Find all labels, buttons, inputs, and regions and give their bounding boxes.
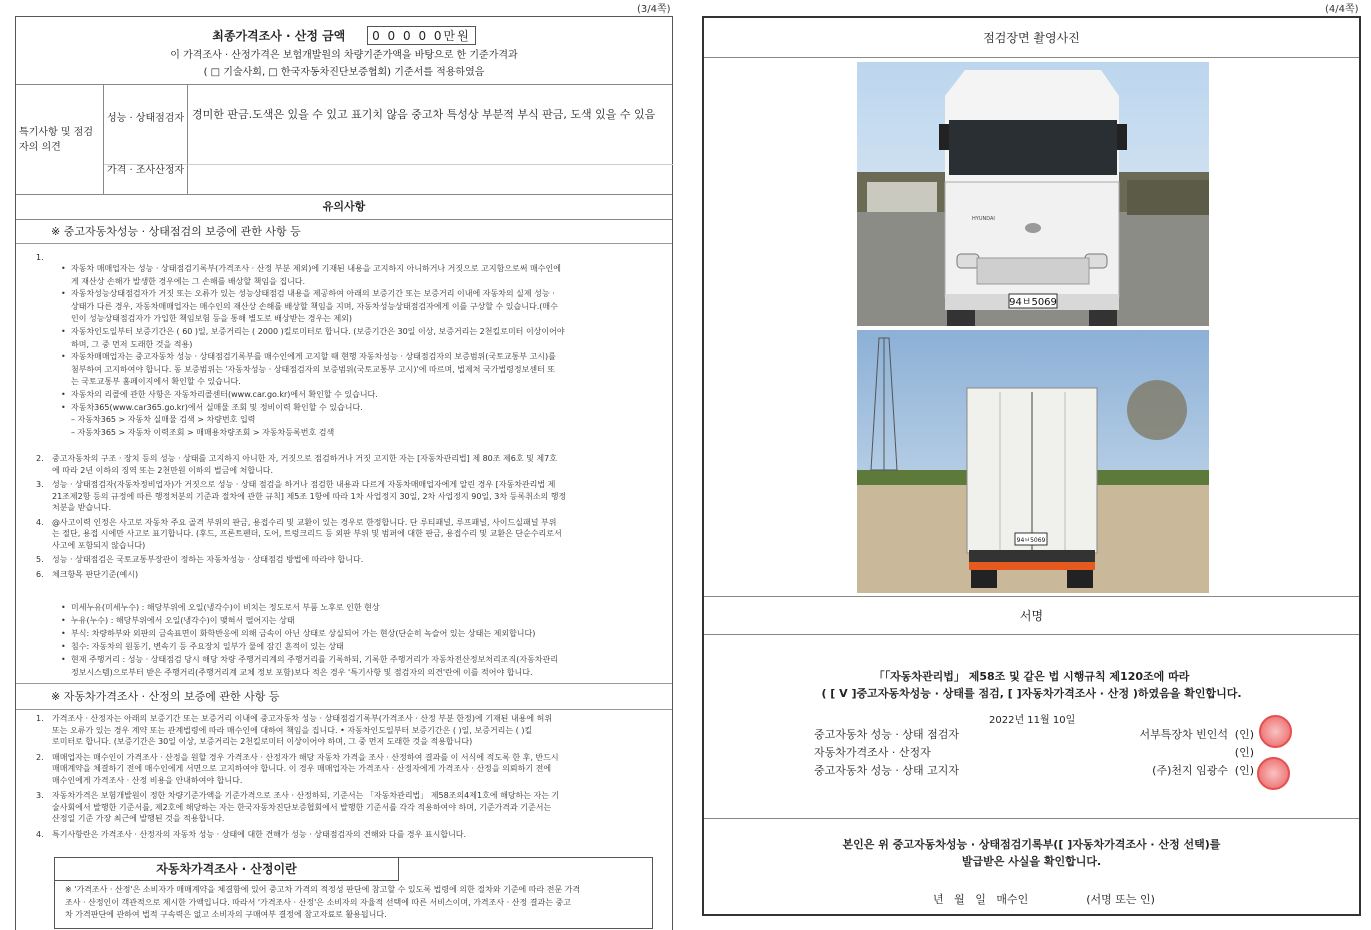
law-line2: ( [ V ]중고자동차성능 · 상태를 점검, [ ]자동차가격조사 · 산정 )하였음을 확인합니다.	[821, 687, 1242, 700]
item-line: @사고이력 인정은 사고로 자동차 주요 골격 부위의 판금, 용접수리 및 교환이 있는 경우로 한정합니다. 단 루티패널, 루프패널, 사이드실패널 부위	[52, 517, 557, 527]
opinion-sub2-text	[188, 165, 673, 195]
bullet-text: 자동차의 리콜에 관한 사항은 자동차리콜센터(www.car.go.kr)에서 확인할 수 있습니다.	[71, 389, 378, 399]
sign-mark: (인)	[1234, 746, 1254, 759]
sign-row	[814, 744, 1294, 762]
bullet-dot: •	[61, 264, 66, 273]
bullet-text: 하며, 그 중 먼저 도래한 것을 적용)	[71, 339, 193, 349]
criteria-text: 침수: 자동차의 원동기, 변속기 등 주요장치 일부가 물에 잠긴 흔적이 있는 상태	[71, 642, 344, 651]
seal-stamp-2	[1257, 757, 1290, 790]
bullet-dot: •	[61, 352, 66, 362]
notice-section2-title: ※ 자동차가격조사 · 산정의 보증에 관한 사항 등	[51, 690, 280, 703]
bullet-text: 자동차 매매업자는 성능 · 상태점검기록부(가격조사 · 산정 부분 제외)에 기재된 내용을 고지하지 아니하거나 거짓으로 고지함으로써 매수인에	[71, 264, 561, 273]
opinion-sub1-text: 경미한 판금.도색은 있을 수 있고 표기치 않음 중고차 특성상 부분적 부식 판금, 도색 있을 수 있음	[188, 85, 673, 165]
bullet-text: 자동차인도일부터 보증기간은 ( 60 )일, 보증거리는 ( 2000 )킬로미터로 합니다. (보증기간은 30일 이상, 보증거리는 2천킬로미터 이상이어야	[71, 326, 565, 336]
bullet-dot: •	[61, 326, 66, 336]
bullet-dot: •	[61, 289, 66, 299]
signature-title: 서명	[704, 597, 1359, 635]
numbered-item	[36, 713, 656, 748]
confirm-line2: 발급받은 사실을 확인합니다.	[961, 855, 1102, 868]
sign-role: 자동차가격조사 · 산정자	[814, 746, 931, 759]
notice-items2	[36, 713, 656, 844]
buyer-line: 년 월 일 매수인	[933, 893, 1029, 906]
criteria-line	[61, 640, 661, 653]
numbered-item	[36, 752, 656, 787]
final-price-amount: 0 0 0 0 0	[372, 29, 444, 43]
opinion-section	[16, 85, 672, 195]
item-line: 특기사항란은 가격조사 · 산정자의 자동차 성능 · 상태에 대한 견해가 성능 · 상태점검자의 견해와 다를 경우 표시합니다.	[52, 829, 467, 839]
opinion-sub1-label: 성능 · 상태점검자	[104, 85, 188, 165]
final-price-line3: ( □ 기술사회, □ 한국자동차진단보증협회) 기준서를 적용하였음	[203, 67, 485, 78]
final-price-section	[16, 17, 672, 85]
sign-role: 중고자동차 성능 · 상태 고지자	[814, 764, 959, 777]
criteria-line	[61, 601, 661, 614]
bullet-line	[61, 402, 661, 415]
bullet-line	[61, 427, 661, 440]
item-number: 5.	[36, 555, 44, 564]
bullet-dot: •	[61, 642, 66, 651]
section1-divider	[16, 243, 672, 244]
item-line: 매매계약을 체결하기 전에 매수인에게 서면으로 고지하여야 합니다. 이 경우 매매업자는 가격조사 · 산정자에게 가격조사 · 산정을 의뢰하기 전에	[52, 764, 552, 773]
sign-name: (주)천지 임광수	[1152, 764, 1228, 777]
item-line: 체크항목 판단기준(예시)	[52, 569, 139, 579]
buyer-line-wrap	[919, 878, 1155, 920]
truck-front-photo	[857, 62, 1209, 326]
criteria-text: 현재 주행거리 : 성능 · 상태점검 당시 해당 차량 주행거리계의 주행거리를 기록하되, 기록한 주행거리가 자동차전산정보처리조직(자동차관리	[71, 655, 558, 664]
item-line: 또는 오류가 있는 경우 계약 또는 관계법령에 따라 매수인에 대하여 책임을 집니다. • 자동차인도일부터 보증기간은 ( )일, 보증거리는 ( )킬	[52, 725, 533, 735]
sign-role: 중고자동차 성능 · 상태 점검자	[814, 728, 959, 741]
sign-name: 서부특장차 빈인석	[1139, 728, 1228, 741]
final-price-title: 최종가격조사 · 산정 금액	[212, 29, 346, 43]
item-line: 가격조사 · 산정자는 아래의 보증기간 또는 보증거리 이내에 중고자동차 성능 · 상태점검기록부(가격조사 · 산정 부분 한정)에 기재된 내용에 허위	[52, 714, 553, 723]
criteria-text: 정보시스템)으로부터 받은 주행거리(주행거리계 교체 정보 포함)보다 적은 경우 '특기사항 및 점검자의 의견'란에 이를 적어야 합니다.	[71, 668, 533, 677]
item-line: 술사회에서 발행한 기준서를, 제2호에 해당하는 자는 한국자동차진단보증협회에서 발행한 기준서를 각각 적용하여야 하며, 기준가격과 기준서는	[52, 802, 552, 812]
notice-items1	[36, 453, 656, 583]
item-line: 로미터로 합니다. (보증기간은 30일 이상, 보증거리는 2천킬로미터 이상이어야 하며, 그 중 먼저 도래한 것을 적용합니다)	[52, 737, 473, 746]
price-definition-line2: 조사 · 산정인이 객관적으로 제시한 가액입니다. 따라서 '가격조사 · 산정'은 소비자의 자율적 선택에 따른 서비스이며, 가격조사 · 산정 결과는 중고	[65, 897, 571, 907]
item-line: 에 따라 2년 이하의 징역 또는 2천만원 이하의 벌금에 처합니다.	[52, 465, 274, 475]
criteria-text: 누유(누수) : 해당부위에서 오일(냉각수)이 맺혀서 떨어지는 상태	[71, 616, 295, 625]
bullet-dot: •	[61, 389, 66, 399]
price-definition-text	[65, 884, 646, 922]
numbered-item	[36, 790, 656, 825]
notice-section1-title: ※ 중고자동차성능 · 상태점검의 보증에 관한 사항 등	[51, 225, 301, 238]
bullet-line	[61, 414, 661, 427]
front-brand-text: HYUNDAI	[972, 216, 995, 222]
criteria-text: 부식: 차량하부와 외판의 금속표면이 화학반응에 의해 금속이 아닌 상태로 상실되어 가는 현상(단순히 녹슬어 있는 상태는 제외합니다)	[71, 629, 536, 638]
numbered-item	[36, 517, 656, 552]
final-price-line2: 이 가격조사 · 산정가격은 보험개발원의 차량기준가액을 바탕으로 한 기준가격과	[170, 50, 518, 61]
bullet-line	[61, 301, 661, 314]
final-price-amount-box	[367, 26, 476, 45]
sign-row	[814, 762, 1294, 780]
item-line: 는 절단, 용접 시에만 사고로 표기합니다. (후드, 프론트펜더, 도어, 트렁크리드 등 외판 부위 및 범퍼에 대한 판금, 용접수리 및 교환은 단순수리로서	[52, 529, 562, 538]
item-number: 6.	[36, 569, 44, 579]
bullet-text: 자동차매매업자는 중고자동차 성능 · 상태점검기록부를 매수인에게 고지할 때 현행 자동차성능 · 상태점검자의 보증범위(국토교통부 고시)를	[71, 352, 556, 362]
item-number: 2.	[36, 454, 44, 463]
item-number: 2.	[36, 752, 44, 762]
bullet-text: 게 재산상 손해가 발생한 경우에는 그 손해를 배상할 책임을 집니다.	[71, 276, 306, 286]
final-price-unit: 만원	[443, 29, 471, 43]
notice6-bullets	[61, 601, 661, 679]
item-number: 4.	[36, 517, 44, 527]
numbered-item	[36, 829, 656, 841]
sign-mark: (인)	[1234, 764, 1254, 777]
numbered-item	[36, 569, 656, 581]
item-line: 사고에 포함되지 않습니다)	[52, 540, 146, 550]
item-line: 자동차가격은 보험개발원이 정한 차량기준가액을 기준가격으로 조사 · 산정하되, 기준서는 「자동차관리법」 제58조의4제1호에 해당하는 자는 기	[52, 791, 560, 800]
signature-bottom-divider	[704, 818, 1359, 819]
criteria-line	[61, 627, 661, 640]
bullet-line	[61, 351, 661, 364]
bullet-text: – 자동차365 > 자동차 실매물 검색 > 차량번호 입력	[71, 415, 256, 425]
bullet-text: 상태가 다른 경우, 자동차매매업자는 매수인의 재산상 손해를 배상할 책임을 지며, 자동차성능상태점검자에게 이를 구상할 수 있습니다.(매수	[71, 301, 558, 311]
sign-mark: (인)	[1234, 728, 1254, 741]
confirm-line1: 본인은 위 중고자동차성능 · 상태점검기록부([ ]자동차가격조사 · 산정 선택)를	[842, 838, 1221, 851]
bullet-line	[61, 364, 661, 377]
bullet-dot: •	[61, 603, 66, 612]
bullet-line	[61, 288, 661, 301]
rear-plate-text: 94ㅂ5069	[1016, 537, 1046, 544]
section2-divider	[16, 709, 672, 710]
bullet-text: 는 국토교통부 홈페이지에서 확인할 수 있습니다.	[71, 377, 241, 387]
bullet-dot: •	[61, 402, 66, 412]
sign-rows	[814, 726, 1294, 780]
right-page	[702, 16, 1361, 916]
right-page-number: (4/4쪽)	[1325, 4, 1359, 15]
item-line: 산정일 기준 가장 최근에 발행된 것을 적용합니다.	[52, 814, 225, 823]
bullet-dot: •	[61, 655, 66, 664]
opinion-label: 특기사항 및 점검자의 의견	[16, 85, 104, 195]
criteria-line	[61, 653, 661, 666]
sign-date: 2022년 11월 10일	[989, 715, 1076, 726]
numbered-item	[36, 479, 656, 514]
left-page	[15, 16, 673, 930]
price-definition-title: 자동차가격조사 · 산정이란	[54, 857, 399, 881]
criteria-line	[61, 666, 661, 679]
notice-title: 유의사항	[16, 195, 672, 220]
bullet-line	[61, 263, 661, 276]
bullet-text: 자동차365(www.car365.go.kr)에서 실매물 조회 및 정비이력 확인할 수 있습니다.	[71, 402, 363, 412]
bullet-text: 인이 성능상태점검자가 가입한 책임보험 등을 통해 별도로 배상받는 경우는 제외)	[71, 314, 353, 324]
item-line: 성능 · 상태점검자(자동차정비업자)가 거짓으로 성능 · 상태 점검을 하거나 점검한 내용과 다르게 자동차매매업자에게 알린 경우 [자동차관리법 제	[52, 480, 556, 489]
bullet-text: 첨부하여 고지하여야 합니다. 동 보증범위는 '자동차성능 · 상태점검자의 보증범위(국토교통부 고시)'에 따르며, 법제처 국가법령정보센터 또	[71, 364, 556, 374]
seal-stamp-1	[1259, 715, 1292, 748]
left-page-number: (3/4쪽)	[637, 4, 671, 15]
item-number: 1.	[36, 714, 44, 723]
bullet-line	[61, 339, 661, 352]
item-number: 3.	[36, 480, 44, 489]
item-number: 3.	[36, 791, 44, 800]
bullet-line	[61, 389, 661, 402]
front-plate-text: 94ㅂ5069	[1009, 297, 1057, 308]
numbered-item	[36, 453, 656, 476]
price-definition-line1: ※ '가격조사 · 산정'은 소비자가 매매계약을 체결함에 있어 중고차 가격의 적정성 판단에 참고할 수 있도록 법령에 의한 절차와 기준에 따라 전문 가격	[65, 885, 581, 894]
item-line: 매매업자는 매수인이 가격조사 · 산정을 원할 경우 가격조사 · 산정자가 해당 자동차 가격을 조사 · 산정하여 결과를 이 서식에 적도록 한 후, 반드시	[52, 752, 559, 762]
law-line1: 「「자동차관리법」 제58조 및 같은 법 시행규칙 제120조에 따라	[873, 670, 1190, 683]
bullet-line	[61, 313, 661, 326]
sign-row	[814, 726, 1294, 744]
bullet-text: – 자동차365 > 자동차 이력조회 > 매매용차량조회 > 자동차등록번호 검색	[71, 427, 335, 437]
opinion-sub2-label: 가격 · 조사산정자	[104, 165, 188, 195]
final-price-title-line	[16, 26, 672, 45]
criteria-text: 미세누유(미세누수) : 해당부위에 오일(냉각수)이 비치는 정도로서 부품 노후로 인한 현상	[71, 603, 380, 612]
section2-top-divider	[16, 683, 672, 684]
photo-section-title: 점검장면 촬영사진	[704, 18, 1359, 58]
item-line: 중고자동차의 구조 · 장치 등의 성능 · 상태를 고지하지 아니한 자, 거짓으로 점검하거나 거짓 고지한 자는 [자동차관리법] 제 80조 제6호 및 제7호	[52, 454, 557, 463]
bullet-dot: •	[61, 616, 66, 625]
price-definition-line3: 차 가격판단에 관하여 법적 구속력은 없고 소비자의 구매여부 결정에 참고자료로 활용됩니다.	[65, 910, 387, 920]
buyer-sign: (서명 또는 인)	[1086, 893, 1155, 906]
bullet-line	[61, 326, 661, 339]
criteria-line	[61, 614, 661, 627]
truck-rear-photo	[857, 330, 1209, 593]
price-definition-box	[54, 857, 653, 929]
bullet-text: 자동차성능상태점검자가 거짓 또는 오류가 있는 성능상태점검 내용을 제공하여 아래의 보증기간 또는 보증거리 이내에 자동차의 실제 성능 ·	[71, 289, 555, 299]
item-line: 21조제2항 등의 규정에 따른 행정처분의 기준과 절차에 관한 규칙] 제5조 1항에 따라 1차 사업정지 30일, 2차 사업정지 90일, 3차 등록취소의 행정	[52, 491, 567, 501]
bullet-line	[61, 376, 661, 389]
item-line: 처분을 받습니다.	[52, 503, 112, 512]
notice1-bullets	[61, 263, 661, 439]
notice1-number: 1.	[36, 253, 44, 262]
item-line: 성능 · 상태점검은 국토교통부장관이 정하는 자동차성능 · 상태점검 방법에 따라야 합니다.	[52, 555, 364, 564]
item-number: 4.	[36, 829, 44, 839]
bullet-line	[61, 276, 661, 289]
item-line: 매수인에게 가격조사 · 산정 비용을 안내하여야 합니다.	[52, 775, 243, 785]
bullet-dot: •	[61, 629, 66, 638]
numbered-item	[36, 554, 656, 566]
